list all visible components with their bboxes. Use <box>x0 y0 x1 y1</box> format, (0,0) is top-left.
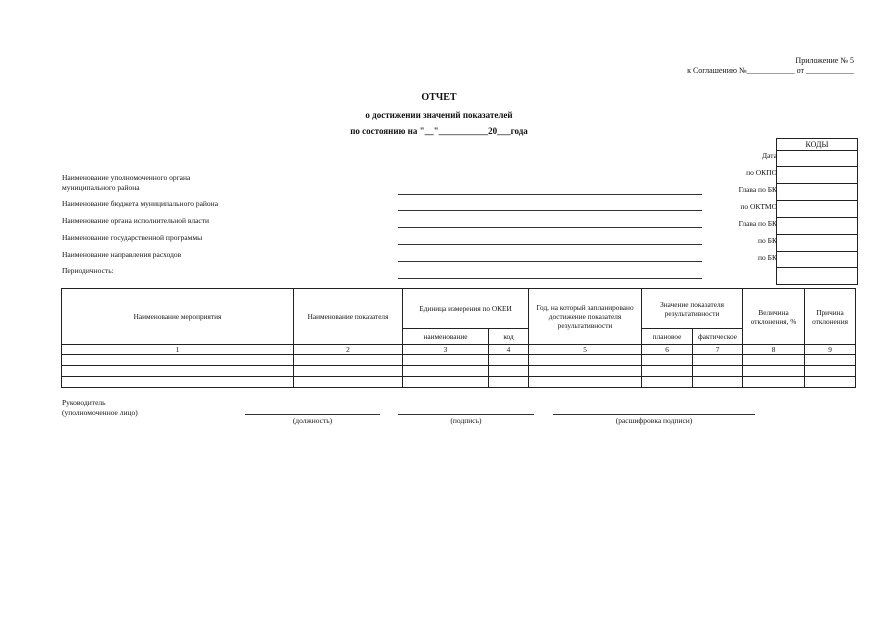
agreement-label: к Соглашению №____________ от ____________ <box>687 66 854 75</box>
table-cell[interactable] <box>642 366 693 377</box>
field-line-periodicity[interactable] <box>398 278 702 279</box>
table-cell[interactable] <box>489 377 529 388</box>
field-label-expense-direction: Наименование направления расходов <box>62 250 182 259</box>
code-label-date: Дата <box>762 151 777 160</box>
table-cell[interactable] <box>294 355 403 366</box>
table-cell[interactable] <box>294 366 403 377</box>
col-number: 7 <box>693 345 743 355</box>
field-label-budget: Наименование бюджета муниципального района <box>62 199 219 208</box>
appendix-label: Приложение № 5 <box>795 56 854 65</box>
col-number: 1 <box>62 345 294 355</box>
table-cell[interactable] <box>529 377 642 388</box>
signature-head-note: (уполномоченное лицо) <box>62 408 138 417</box>
code-cell-bk-head-1[interactable] <box>777 183 857 184</box>
col-number: 3 <box>403 345 489 355</box>
table-cell[interactable] <box>403 377 489 388</box>
code-label-okpo: по ОКПО <box>746 168 777 177</box>
table-cell[interactable] <box>62 377 294 388</box>
th-unit: Единица измерения по ОКЕИ <box>403 289 529 329</box>
field-label-authority: Наименование уполномоченного органа муниципального района <box>62 173 191 192</box>
codes-box <box>776 138 858 285</box>
table-row[interactable] <box>62 355 856 366</box>
table-cell[interactable] <box>642 377 693 388</box>
table-cell[interactable] <box>294 377 403 388</box>
th-reason: Причина отклонения <box>805 289 856 345</box>
code-cell-bk-head-2[interactable] <box>777 217 857 218</box>
code-cell-extra[interactable] <box>777 267 857 268</box>
report-date-line: по состоянию на "__"___________20___года <box>350 126 528 136</box>
table-cell[interactable] <box>693 355 743 366</box>
table-number-row <box>62 345 856 355</box>
signature-decode-line[interactable] <box>553 414 755 415</box>
table-cell[interactable] <box>743 377 805 388</box>
table-cell[interactable] <box>693 366 743 377</box>
table-cell[interactable] <box>529 366 642 377</box>
table-cell[interactable] <box>489 366 529 377</box>
table-cell[interactable] <box>62 355 294 366</box>
table-cell[interactable] <box>529 355 642 366</box>
table-cell[interactable] <box>805 366 856 377</box>
field-label-periodicity: Периодичность: <box>62 266 114 275</box>
th-indicator-value: Значение показателя результативности <box>642 289 743 329</box>
code-label-oktmo: по ОКТМО <box>740 202 777 211</box>
col-number: 8 <box>743 345 805 355</box>
field-line-budget[interactable] <box>398 210 702 211</box>
signature-position-caption: (должность) <box>292 416 333 425</box>
code-cell-okpo[interactable] <box>777 166 857 167</box>
code-cell-oktmo[interactable] <box>777 200 857 201</box>
code-cell-date[interactable] <box>777 150 857 151</box>
field-line-expense-direction[interactable] <box>398 261 702 262</box>
code-cell-bk-2[interactable] <box>777 251 857 252</box>
th-indicator-name: Наименование показателя <box>294 289 403 345</box>
table-cell[interactable] <box>743 366 805 377</box>
field-line-program[interactable] <box>398 244 702 245</box>
th-event-name: Наименование мероприятия <box>62 289 294 345</box>
table-cell[interactable] <box>805 355 856 366</box>
col-number: 5 <box>529 345 642 355</box>
code-cell-bk-1[interactable] <box>777 234 857 235</box>
table-row[interactable] <box>62 377 856 388</box>
field-line-executive-body[interactable] <box>398 227 702 228</box>
th-planned: плановое <box>642 329 693 345</box>
col-number: 9 <box>805 345 856 355</box>
page-title: ОТЧЕТ <box>421 92 457 103</box>
indicators-table <box>61 288 856 388</box>
col-number: 2 <box>294 345 403 355</box>
field-line-authority[interactable] <box>398 194 702 195</box>
table-cell[interactable] <box>62 366 294 377</box>
table-cell[interactable] <box>403 366 489 377</box>
th-unit-name: наименование <box>403 329 489 345</box>
signature-position-line[interactable] <box>245 414 380 415</box>
code-label-bk-head-2: Глава по БК <box>738 219 777 228</box>
code-label-bk-2: по БК <box>758 253 777 262</box>
table-cell[interactable] <box>693 377 743 388</box>
signature-head-label: Руководитель <box>62 398 106 407</box>
table-cell[interactable] <box>642 355 693 366</box>
th-unit-code: код <box>489 329 529 345</box>
field-label-executive-body: Наименование органа исполнительной власти <box>62 216 210 225</box>
signature-sign-line[interactable] <box>398 414 534 415</box>
table-cell[interactable] <box>743 355 805 366</box>
code-label-bk-head-1: Глава по БК <box>738 185 777 194</box>
codes-header: КОДЫ <box>805 140 829 149</box>
th-target-year: Год, на который запланировано достижение показателя результативности <box>529 289 642 345</box>
table-cell[interactable] <box>489 355 529 366</box>
th-deviation: Величина отклонения, % <box>743 289 805 345</box>
col-number: 6 <box>642 345 693 355</box>
page-subtitle: о достижении значений показателей <box>365 110 513 120</box>
table-cell[interactable] <box>805 377 856 388</box>
signature-decode-caption: (расшифровка подписи) <box>615 416 693 425</box>
code-label-bk-1: по БК <box>758 236 777 245</box>
signature-sign-caption: (подпись) <box>450 416 482 425</box>
field-label-program: Наименование государственной программы <box>62 233 203 242</box>
col-number: 4 <box>489 345 529 355</box>
table-row[interactable] <box>62 366 856 377</box>
table-cell[interactable] <box>403 355 489 366</box>
th-actual: фактическое <box>693 329 743 345</box>
